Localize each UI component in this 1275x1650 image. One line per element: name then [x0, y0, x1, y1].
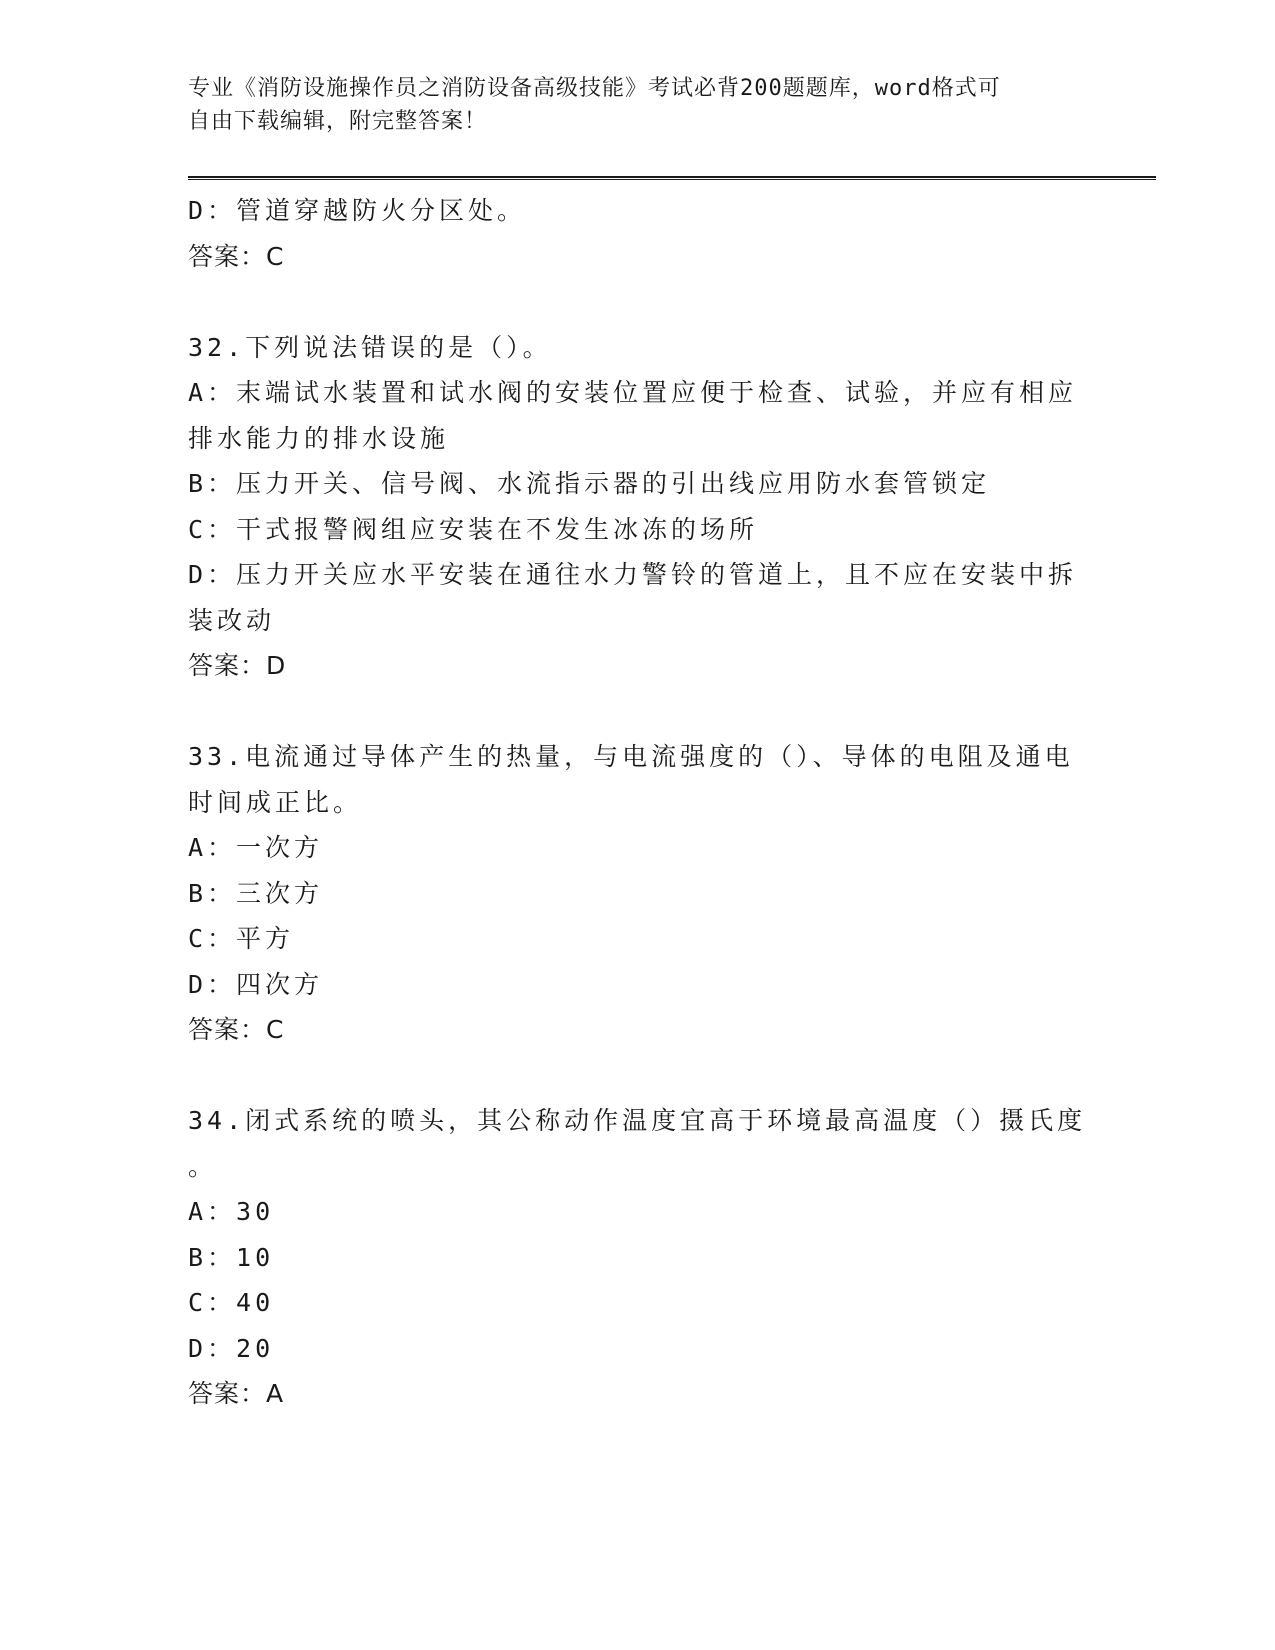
option-d: D：四次方 [188, 969, 324, 999]
header-divider [188, 176, 1156, 180]
option-d: D：压力开关应水平安装在通往水力警铃的管道上，且不应在安装中拆 [188, 560, 1078, 589]
answer: 答案：A [188, 1379, 285, 1408]
answer: 答案：C [188, 241, 285, 271]
question-list [188, 188, 1088, 1417]
question-33 [188, 734, 1088, 1053]
option-d: D：管道穿越防火分区处。 [188, 196, 527, 225]
option-c: C：40 [188, 1288, 275, 1317]
option-c: C：平方 [188, 924, 295, 953]
question-stem: 33.电流通过导体产生的热量，与电流强度的（）、导体的电阻及通电 [188, 742, 1074, 771]
question-stem: 34.闭式系统的喷头，其公称动作温度宜高于环境最高温度（）摄氏度 [188, 1106, 1087, 1135]
spacer [188, 279, 1088, 325]
question-31-tail [188, 188, 1088, 279]
header-title-line-1: 专业《消防设施操作员之消防设备高级技能》考试必背200题题库，word格式可 [188, 76, 1001, 101]
header-title-line-2: 自由下载编辑，附完整答案！ [188, 109, 488, 134]
spacer [188, 1053, 1088, 1099]
option-b: B：压力开关、信号阀、水流指示器的引出线应用防水套管锁定 [188, 469, 991, 498]
option-d-continued: 装改动 [188, 605, 276, 635]
question-stem: 32.下列说法错误的是（）。 [188, 332, 552, 362]
option-a: A：一次方 [188, 833, 324, 862]
page-header [188, 72, 1068, 138]
option-c: C：干式报警阀组应安装在不发生冰冻的场所 [188, 514, 759, 544]
option-b: B：10 [188, 1242, 275, 1272]
question-34 [188, 1098, 1088, 1417]
spacer [188, 689, 1088, 735]
question-stem-continued: 。 [188, 1151, 218, 1181]
option-a: A：末端试水装置和试水阀的安装位置应便于检查、试验，并应有相应 [188, 378, 1078, 407]
answer: 答案：D [188, 651, 287, 680]
option-b: B：三次方 [188, 878, 324, 908]
question-32 [188, 325, 1088, 689]
question-stem-continued: 时间成正比。 [188, 787, 363, 817]
option-a-continued: 排水能力的排水设施 [188, 423, 450, 453]
option-a: A：30 [188, 1197, 275, 1226]
option-d: D：20 [188, 1333, 275, 1363]
answer: 答案：C [188, 1015, 285, 1044]
